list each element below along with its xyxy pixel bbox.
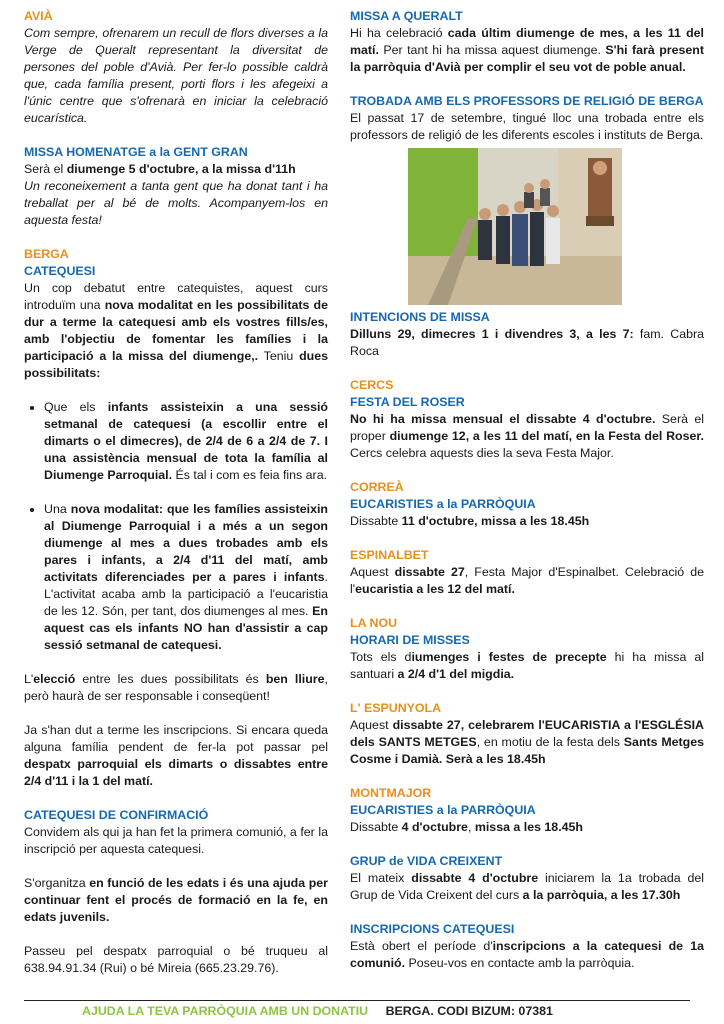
roser-heading: FESTA DEL ROSER bbox=[350, 395, 465, 409]
queralt-heading: MISSA A QUERALT bbox=[350, 9, 463, 23]
confirmacio-text-1: Convidem als qui ja han fet la primera comunió, a fer la inscripció per aquesta catequesi. bbox=[24, 825, 328, 856]
right-column bbox=[350, 8, 704, 972]
catequesi-heading: CATEQUESI bbox=[24, 264, 96, 278]
montmajor-subheading: EUCARISTIES a la PARRÒQUIA bbox=[350, 803, 536, 817]
donate-text: AJUDA LA TEVA PARRÒQUIA AMB UN DONATIU bbox=[82, 1004, 369, 1018]
correa-heading: CORREÀ bbox=[350, 480, 404, 494]
roser-text: No hi ha missa mensual el dissabte 4 d'octubre. Serà el proper diumenge 12, a les 11 del matí, en la Festa del Roser. Cercs celebra aquests dies la seva Festa Major. bbox=[350, 412, 705, 460]
catequesi-intro: Un cop debatut entre catequistes, aquest curs introduïm una nova modalitat en les possibilitats de dur a terme la catequesi amb els vostres fills/es, amb l'objectiu de fomentar les famílies i la participació a la missa del diumenge,. Teniu dues possibilitats: bbox=[24, 281, 328, 380]
confirmacio-contact: Passeu pel despatx parroquial o bé truqueu al 638.94.91.34 (Rui) o bé Mireia (665.23.29.76). bbox=[24, 944, 328, 975]
berga-heading: BERGA bbox=[24, 247, 69, 261]
intencions-text: Dilluns 29, dimecres 1 i divendres 3, a les 7: fam. Cabra Roca bbox=[350, 327, 704, 358]
espinalbet-text: Aquest dissabte 27, Festa Major d'Espinalbet. Celebració de l'eucaristia a les 12 del matí. bbox=[350, 565, 704, 596]
left-column bbox=[24, 8, 328, 977]
intencions-heading: INTENCIONS DE MISSA bbox=[350, 310, 490, 324]
inscripcions-text: Ja s'han dut a terme les inscripcions. Si encara queda alguna família pendent de fer-la pot passar pel despatx parroquial els dimarts o dissabtes entre 2/4 d'11 i la 1 del matí. bbox=[24, 723, 328, 788]
montmajor-text: Dissabte 4 d'octubre, missa a les 18.45h bbox=[350, 820, 583, 834]
montmajor-heading: MONTMAJOR bbox=[350, 786, 432, 800]
confirmacio-text-2: S'organitza en funció de les edats i és una ajuda per continuar fent el procés de formació en la fe, en edats juvenils. bbox=[24, 876, 328, 924]
homenatge-text: Un reconeixement a tanta gent que ha donat tant i ha treballat per al bé de molts. Acompanyem-los en aquesta festa! bbox=[24, 179, 328, 227]
correa-text: Dissabte 11 d'octubre, missa a les 18.45h bbox=[350, 514, 590, 528]
confirmacio-heading: CATEQUESI DE CONFIRMACIÓ bbox=[24, 808, 209, 822]
correa-subheading: EUCARISTIES a la PARRÒQUIA bbox=[350, 497, 536, 511]
catequesi-options bbox=[24, 399, 328, 654]
footer-divider bbox=[24, 1000, 690, 1001]
option-new: • Una nova modalitat: que les famílies assisteixin al Diumenge Parroquial i a més a un segon diumenge al mes a dues trobades amb els pares i infants, a 2/4 d'11 del matí, amb activitats diferenciades per a pares i infants. L'activitat acaba amb la participació a l'eucaristia de les 12. Són, per tant, dos diumenges al mes. En aquest cas els infants NO han d'assistir a cap sessió setmanal de catequesi. bbox=[44, 501, 328, 654]
inscripcions-catequesi-heading: INSCRIPCIONS CATEQUESI bbox=[350, 922, 515, 936]
la-nou-subheading: HORARI DE MISSES bbox=[350, 633, 470, 647]
grup-heading: GRUP de VIDA CREIXENT bbox=[350, 854, 503, 868]
option-weekly: • Que els infants assisteixin a una sessió setmanal de catequesi (a escollir entre el dimarts o el dimecres), de 2/4 de 6 a 2/4 de 7. I una assistència mensual de tota la família al Diumenge Parroquial. És tal i com es feia fins ara. bbox=[44, 399, 328, 484]
espinalbet-heading: ESPINALBET bbox=[350, 548, 429, 562]
espunyola-text: Aquest dissabte 27, celebrarem l'EUCARISTIA a l'ESGLÉSIA dels SANTS METGES, en motiu de la festa dels Sants Metges Cosme i Damià. Serà a les 18.45h bbox=[350, 718, 705, 766]
espunyola-heading: L' ESPUNYOLA bbox=[350, 701, 442, 715]
homenatge-heading: MISSA HOMENATGE a la GENT GRAN bbox=[24, 145, 248, 159]
la-nou-heading: LA NOU bbox=[350, 616, 398, 630]
footer bbox=[82, 1003, 553, 1020]
bizum-code: BERGA. CODI BIZUM: 07381 bbox=[385, 1004, 553, 1018]
homenatge-date: Serà el diumenge 5 d'octubre, a la missa d'11h bbox=[24, 162, 296, 176]
group-photo-image bbox=[408, 148, 622, 305]
cercs-heading: CERCS bbox=[350, 378, 394, 392]
la-nou-text: Tots els diumenges i festes de precepte hi ha missa al santuari a 2/4 d'1 del migdia. bbox=[350, 650, 704, 681]
queralt-text: Hi ha celebració cada últim diumenge de mes, a les 11 del matí. Per tant hi ha missa aquest diumenge. S'hi farà present la parròquia d'Avià per complir el seu vot de poble anual. bbox=[350, 26, 704, 74]
avia-text: Com sempre, ofrenarem un recull de flors diverses a la Verge de Queralt representant la diversitat de persones del poble d'Avià. Per fer-lo possible caldrà que, cada família present, porti flors i les afegeixi a l'únic centre que s'ofrenarà en iniciar la celebració eucarística. bbox=[24, 26, 328, 125]
trobada-text: El passat 17 de setembre, tingué lloc una trobada entre els professors de religió de les diferents escoles i instituts de Berga. bbox=[350, 111, 704, 142]
grup-text: El mateix dissabte 4 d'octubre iniciarem la 1a trobada del Grup de Vida Creixent del curs a la parròquia, a les 17.30h bbox=[350, 871, 704, 902]
trobada-heading: TROBADA AMB ELS PROFESSORS DE RELIGIÓ DE BERGA bbox=[350, 94, 704, 108]
avia-heading: AVIÀ bbox=[24, 9, 53, 23]
group-photo bbox=[408, 148, 622, 305]
eleccio-text: L'elecció entre les dues possibilitats és ben lliure, però haurà de ser responsable i conseqüent! bbox=[24, 672, 328, 703]
inscripcions-catequesi-text: Està obert el període d'inscripcions a la catequesi de 1a comunió. Poseu-vos en contacte amb la parròquia. bbox=[350, 939, 704, 970]
